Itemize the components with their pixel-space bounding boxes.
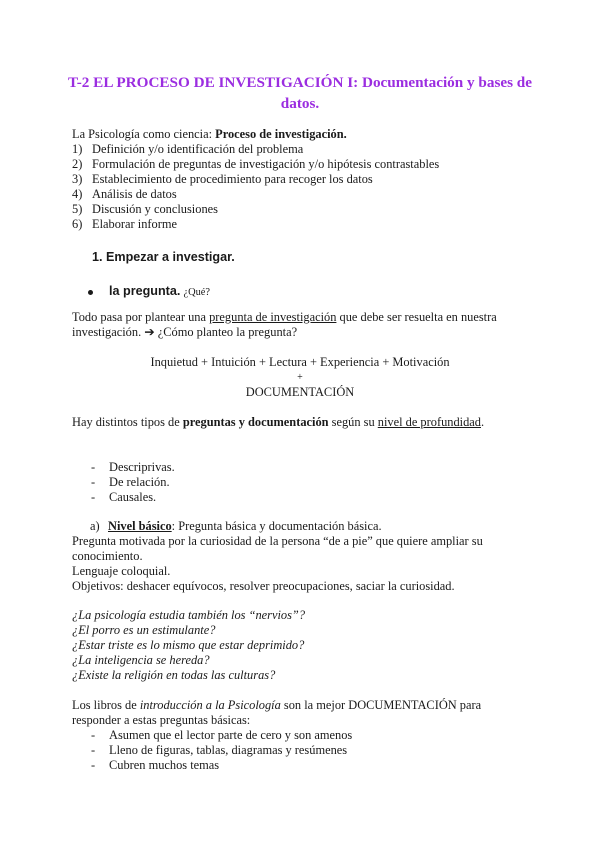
- example-question: ¿La psicología estudia también los “nervios”?: [72, 608, 306, 622]
- level-basic-description: Pregunta motivada por la curiosidad de la persona “de a pie” que quiere ampliar su conocimiento.: [72, 534, 483, 564]
- list-item: 2) Formulación de preguntas de investigación y/o hipótesis contrastables: [72, 157, 440, 171]
- example-question: ¿Estar triste es lo mismo que estar deprimido?: [72, 638, 305, 652]
- list-item: - Causales.: [91, 490, 175, 505]
- intro-line: [72, 127, 532, 142]
- bullet-dot-icon: [88, 290, 93, 295]
- intro-prefix: La Psicología como ciencia:: [72, 127, 216, 141]
- formula-line-1: Inquietud + Intuición + Lectura + Experiencia + Motivación: [150, 355, 450, 369]
- list-item: 5) Discusión y conclusiones: [72, 202, 218, 216]
- list-item: - De relación.: [91, 475, 175, 490]
- list-item: 4) Análisis de datos: [72, 187, 177, 201]
- intro-bold: Proceso de investigación.: [215, 127, 347, 141]
- list-item: 3) Establecimiento de procedimiento para recoger los datos: [72, 172, 373, 186]
- level-basic-heading: a) Nivel básico: Pregunta básica y documentación básica.: [90, 519, 382, 533]
- example-question: ¿El porro es un estimulante?: [72, 623, 216, 637]
- example-question: ¿Existe la religión en todas las culturas?: [72, 668, 276, 682]
- example-question: ¿La inteligencia se hereda?: [72, 653, 210, 667]
- formula-documentation: DOCUMENTACIÓN: [245, 385, 355, 399]
- level-basic-language: Lenguaje coloquial.: [72, 564, 171, 578]
- bullet-question: la pregunta. ¿Qué?: [88, 284, 210, 300]
- process-steps-list: [72, 142, 439, 232]
- paragraph-question-types: Hay distintos tipos de preguntas y documentación según su nivel de profundidad.: [72, 415, 485, 429]
- list-item: - Asumen que el lector parte de cero y son amenos: [91, 728, 352, 743]
- list-item: - Lleno de figuras, tablas, diagramas y resúmenes: [91, 743, 352, 758]
- section-heading: 1. Empezar a investigar.: [92, 250, 235, 264]
- books-features-list: [91, 728, 352, 773]
- question-types-list: [91, 460, 175, 505]
- formula-plus: +: [297, 372, 303, 383]
- list-item: 1) Definición y/o identificación del problema: [72, 142, 304, 156]
- list-item: - Cubren muchos temas: [91, 758, 352, 773]
- paragraph-intro-books: Los libros de introducción a la Psicología son la mejor DOCUMENTACIÓN para responder a estas preguntas básicas:: [72, 698, 482, 728]
- list-item: - Descriprivas.: [91, 460, 175, 475]
- list-item: 6) Elaborar informe: [72, 217, 177, 231]
- level-basic-objectives: Objetivos: deshacer equívocos, resolver preocupaciones, saciar la curiosidad.: [72, 579, 455, 593]
- page-title: T-2 EL PROCESO DE INVESTIGACIÓN I: Documentación y bases de datos.: [68, 74, 532, 112]
- paragraph-research-question: Todo pasa por plantear una pregunta de investigación que debe ser resuelta en nuestra investigación. ➔ ¿Cómo planteo la pregunta?: [72, 310, 497, 340]
